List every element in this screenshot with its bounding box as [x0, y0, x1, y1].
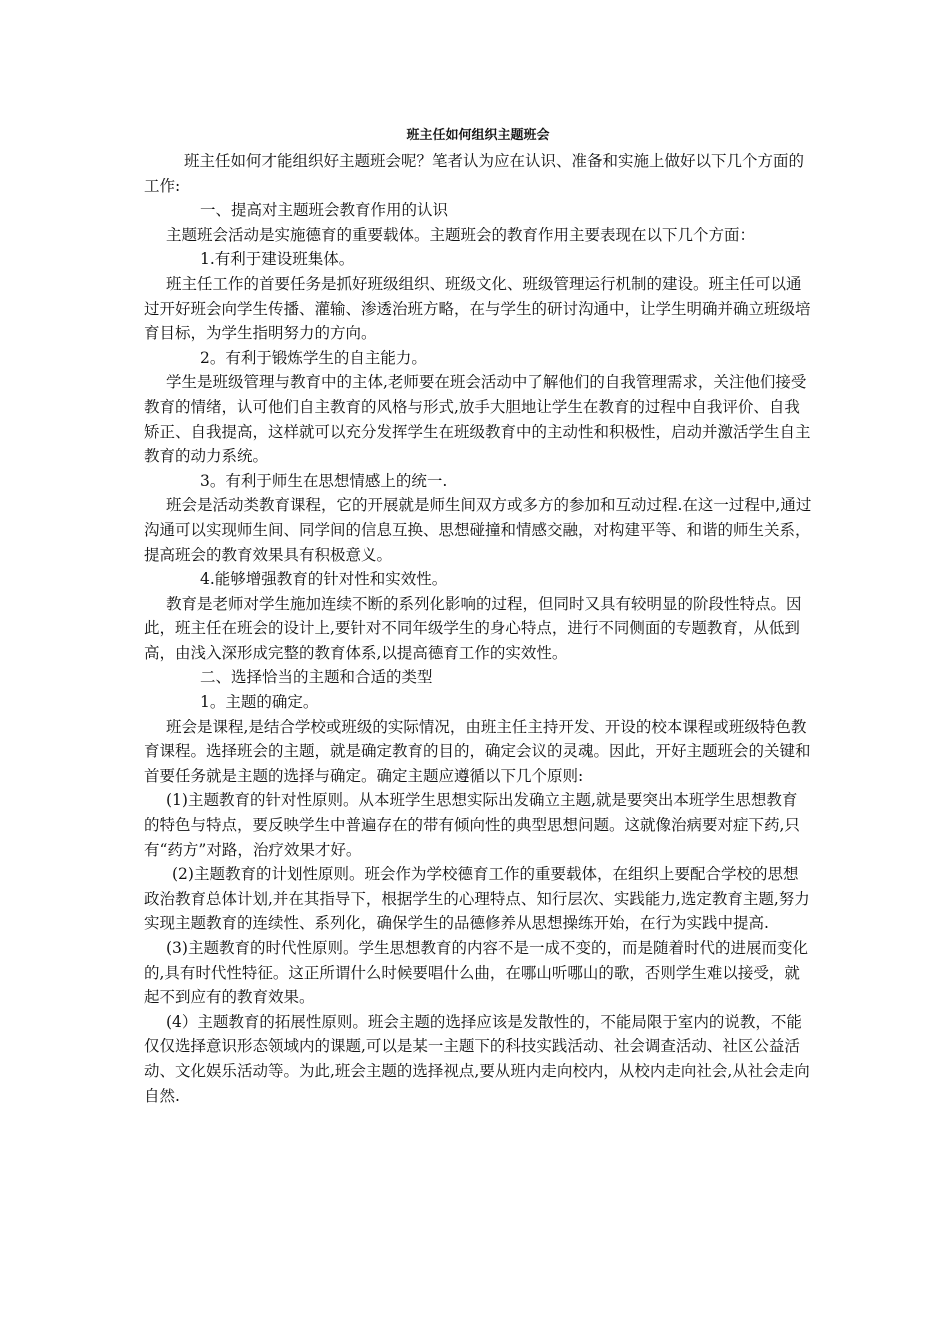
body-paragraph: 班会是课程,是结合学校或班级的实际情况，由班主任主持开发、开设的校本课程或班级特色教育课程。选择班会的主题，就是确定教育的目的，确定会议的灵魂。因此，开好主题班会的关键和首要任务就是主题的选择与确定。确定主题应遵循以下几个原则:	[144, 717, 811, 785]
document-title: 班主任如何组织主题班会	[406, 128, 550, 143]
intro-paragraph: 班主任如何才能组织好主题班会呢？笔者认为应在认识、准备和实施上做好以下几个方面的工作:	[144, 152, 805, 195]
body-paragraph: 主题班会活动是实施德育的重要载体。主题班会的教育作用主要表现在以下几个方面：	[166, 225, 756, 244]
paragraph-list	[144, 149, 812, 1108]
subsection-heading: 1。主题的确定。	[200, 693, 319, 712]
body-paragraph: 班会是活动类教育课程，它的开展就是师生间双方或多方的参加和互动过程.在这一过程中,通过沟通可以实现师生间、同学间的信息互换、思想碰撞和情感交融，对构建平等、和谐的师生关系，提高班会的教育效果具有积极意义。	[144, 496, 812, 564]
principle-paragraph: (3)主题教育的时代性原则。学生思想教育的内容不是一成不变的，而是随着时代的进展而变化的,具有时代性特征。这正所谓什么时候要唱什么曲，在哪山听哪山的歌，否则学生难以接受，就起不到应有的教育效果。	[144, 939, 808, 1007]
body-paragraph: 教育是老师对学生施加连续不断的系列化影响的过程，但同时又具有较明显的阶段性特点。因此，班主任在班会的设计上,要针对不同年级学生的身心特点，进行不同侧面的专题教育，从低到高，由浅入深形成完整的教育体系,以提高德育工作的实效性。	[144, 594, 802, 662]
subsection-heading: 4.能够增强教育的针对性和实效性。	[200, 570, 448, 589]
principle-paragraph: (2)主题教育的计划性原则。班会作为学校德育工作的重要载体，在组织上要配合学校的思想政治教育总体计划,并在其指导下，根据学生的心理特点、知行层次、实践能力,选定教育主题,努力实现主题教育的连续性、系列化，确保学生的品德修养从思想操练开始，在行为实践中提高.	[144, 865, 810, 933]
section-heading: 二、选择恰当的主题和合适的类型	[200, 668, 433, 687]
body-paragraph: 学生是班级管理与教育中的主体,老师要在班会活动中了解他们的自我管理需求，关注他们接受教育的情绪，认可他们自主教育的风格与形式,放手大胆地让学生在教育的过程中自我评价、自我矫正、自我提高，这样就可以充分发挥学生在班级教育中的主动性和积极性，启动并激活学生自主教育的动力系统。	[144, 373, 811, 466]
subsection-heading: 1.有利于建设班集体。	[200, 250, 355, 269]
document-body	[144, 123, 812, 1108]
subsection-heading: 3。有利于师生在思想情感上的统一.	[200, 471, 448, 490]
body-paragraph: 班主任工作的首要任务是抓好班级组织、班级文化、班级管理运行机制的建设。班主任可以通过开好班会向学生传播、灌输、渗透治班方略，在与学生的研讨沟通中，让学生明确并确立班级培育目标，为学生指明努力的方向。	[144, 274, 811, 343]
principle-paragraph: (1)主题教育的针对性原则。从本班学生思想实际出发确立主题,就是要突出本班学生思想教育的特色与特点，要反映学生中普遍存在的带有倾向性的典型思想问题。这就像治病要对症下药,只有“药方”对路，治疗效果才好。	[144, 791, 800, 859]
principle-paragraph: (4）主题教育的拓展性原则。班会主题的选择应该是发散性的，不能局限于室内的说教，不能仅仅选择意识形态领域内的课题,可以是某一主题下的科技实践活动、社会调查活动、社区公益活动、文化娱乐活动等。为此,班会主题的选择视点,要从班内走向校内，从校内走向社会,从社会走向自然.	[144, 1012, 810, 1105]
subsection-heading: 2。有利于锻炼学生的自主能力。	[200, 348, 427, 367]
section-heading: 一、提高对主题班会教育作用的认识	[200, 201, 449, 220]
